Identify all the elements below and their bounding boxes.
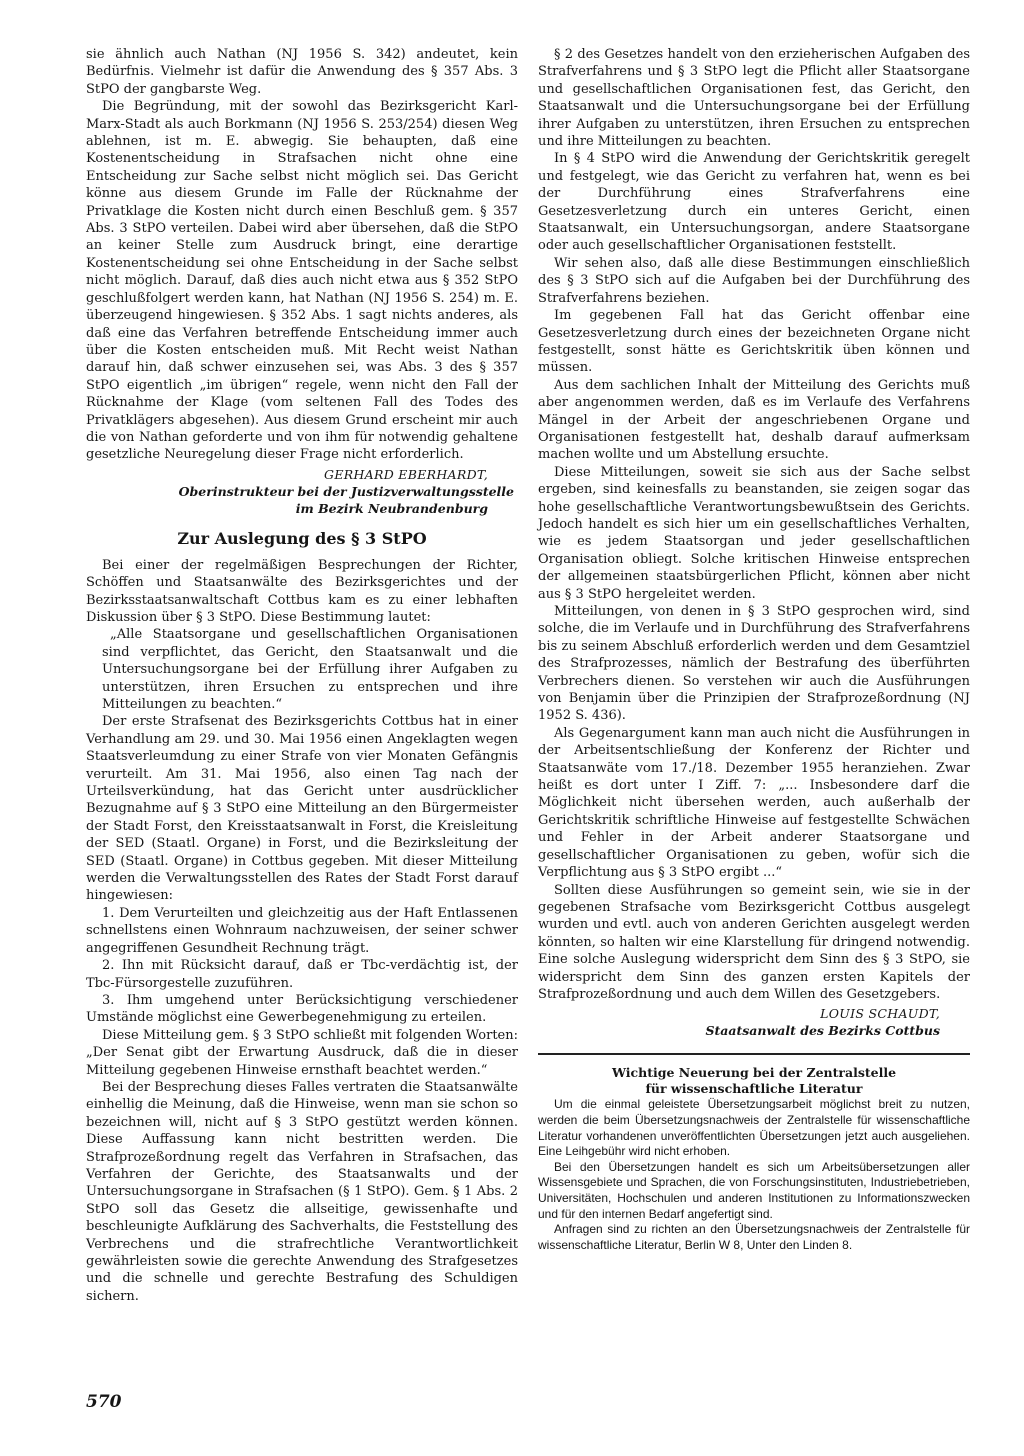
notice-paragraph: Bei den Übersetzungen handelt es sich um Arbeitsübersetzungen aller Wissensgebiete und Sprachen, die von Forschungsinstituten, Industriebetrieben, Universitäten, Hochschulen und anderen Institutionen zu Informationszwecken und für den internen Bedarf angefertigt sind. [538, 1159, 970, 1221]
list-item: 3. Ihm umgehend unter Berücksichtigung verschiedener Umstände möglichst eine Gewerbegenehmigung zu erteilen. [86, 992, 518, 1026]
body-paragraph: Diese Mitteilung gem. § 3 StPO schließt mit folgenden Worten: „Der Senat gibt der Erwartung Ausdruck, daß die in dieser Mitteilung gegebenen Hinweise ernsthaft beachtet werden.“ [86, 1027, 518, 1078]
author-name: GERHARD EBERHARDT, [324, 466, 488, 482]
notice-paragraph: Um die einmal geleistete Übersetzungsarbeit möglichst breit zu nutzen, werden die beim Übersetzungsnachweis der Zentralstelle für wissenschaftliche Literatur vorhandenen unveröffentlichten Übersetzungen jetzt auch ausgeliehen. Eine Leihgebühr wird nicht erhoben. [538, 1097, 970, 1159]
body-paragraph: Aus dem sachlichen Inhalt der Mitteilung des Gerichts muß aber angenommen werden, daß es im Verlaufe des Verfahrens Mängel in der Arbeit der angeschriebenen Organe und Organisationen festgestellt hat, deshalb darauf aufmerksam machen wollte und um Abstellung ersuchte. [538, 377, 970, 463]
body-paragraph: In § 4 StPO wird die Anwendung der Gerichtskritik geregelt und festgelegt, wie das Gericht zu verfahren hat, wenn es bei der Durchführung eines Strafverfahrens eine Gesetzesverletzung durch ein unteres Gericht, einen Staatsanwalt, ein Untersuchungsorgan, andere Staatsorgane oder auch gesellschaftlicher Organisationen feststellt. [538, 151, 970, 254]
author-role: Staatsanwalt des Bezirks Cottbus [705, 1023, 940, 1039]
statute-quote: „Alle Staatsorgane und gesellschaftlichen Organisationen sind verpflichtet, das Gericht, den Staatsanwalt und die Untersuchungsorgane bei der Erfüllung ihrer Aufgaben zu unterstützen, ihren Ersuchen zu entsprechen und ihre Mitteilungen zu beachten.“ [102, 627, 518, 712]
body-paragraph: sie ähnlich auch Nathan (NJ 1956 S. 342) andeutet, kein Bedürfnis. Vielmehr ist dafür die Anwendung des § 357 Abs. 3 StPO der gangbarste Weg. [86, 47, 518, 97]
body-paragraph: Mitteilungen, von denen in § 3 StPO gesprochen wird, sind solche, die im Verlaufe und in Durchführung des Strafverfahrens bis zu seinem Abschluß erforderlich werden und dem Gesamtziel des Strafprozesses, nämlich der Bestrafung des überführten Verbrechers dienen. So verstehen wir auch die Ausführungen von Benjamin über die Prinzipien der Strafprozeßordnung (NJ 1952 S. 436). [538, 604, 970, 724]
body-paragraph: Diese Mitteilungen, soweit sie sich aus der Sache selbst ergeben, sind keinesfalls zu beanstanden, sie zeigen sogar das hohe gesellschaftliche Verantwortungsbewußtsein des Gerichts. Jedoch handelt es sich hier um ein gesellschaftliches Verhalten, wie es jedem Staatsorgan und jeder gesellschaftlichen Organisation obliegt. Solche kritischen Hinweise entsprechen der allgemeinen staatsbürgerlichen Pflicht, können aber nicht aus § 3 StPO hergeleitet werden. [538, 464, 970, 602]
list-item: 1. Dem Verurteilten und gleichzeitig aus der Haft Entlassenen schnellstens einen Wohnraum nachzuweisen, der seiner schwer angegriffenen Gesundheit Rechnung trägt. [86, 905, 518, 956]
author-role: Oberinstrukteur bei der Justizverwaltungsstelle [178, 483, 514, 499]
author-role: im Bezirk Neubrandenburg [295, 500, 488, 516]
notice-title: Wichtige Neuerung bei der Zentralstelle [611, 1065, 897, 1081]
body-paragraph: Die Begründung, mit der sowohl das Bezirksgericht Karl-Marx-Stadt als auch Borkmann (NJ 1956 S. 253/254) diesen Weg ablehnen, ist m. E. abwegig. Sie behaupten, daß eine Kostenentscheidung in Strafsachen nicht ohne eine Entscheidung zur Sache selbst nicht möglich sei. Das Gericht könne aus diesem Grunde im Falle der Rücknahme der Privatklage die Kosten nicht durch einen Beschluß gem. § 357 Abs. 3 StPO verteilen. Dabei wird aber übersehen, daß die StPO an keiner Stelle zum Ausdruck bringt, eine derartige Kostenentscheidung sei ohne Entscheidung in der Sache selbst nicht möglich. Darauf, daß dies auch nicht etwa aus § 352 StPO geschlußfolgert werden kann, hat Nathan (NJ 1956 S. 254) m. E. überzeugend hingewiesen. § 352 Abs. 1 sagt nichts anderes, als daß eine das Verfahren betreffende Entscheidung immer auch über die Kosten entscheiden muß. Mit Recht weist Nathan darauf hin, daß schwer einzusehen sei, was Abs. 3 des § 357 StPO eigentlich „im übrigen“ regele, wenn nicht den Fall der Rücknahme der Klage (vom seltenen Fall des Todes des Privatklägers abgesehen). Aus diesem Grund erscheint mir auch die von Nathan geforderte und von ihm für notwendig gehaltene gesetzliche Neuregelung dieser Frage nicht erforderlich. [86, 99, 518, 463]
right-column [538, 46, 970, 1253]
body-paragraph: Als Gegenargument kann man auch nicht die Ausführungen in der Arbeitsentschließung der Konferenz der Richter und Staatsanwäte vom 17./18. Dezember 1955 heranziehen. Zwar heißt es dort unter I Ziff. 7: „... Insbesondere darf die Möglichkeit nicht übersehen werden, auch außerhalb der Gerichtskritik schriftliche Hinweise auf festgestellte Schwächen und Fehler in der Arbeit anderer Staatsorgane und gesellschaftlicher Organisationen zu geben, wofür sich die Verpflichtung aus § 3 StPO ergibt ...“ [538, 725, 970, 881]
page-number: 570 [86, 1392, 122, 1412]
author-name: LOUIS SCHAUDT, [820, 1006, 940, 1022]
body-paragraph: Bei einer der regelmäßigen Besprechungen der Richter, Schöffen und Staatsanwälte des Bezirksgerichtes und der Bezirksstaatsanwaltschaft Cottbus kam es zu einer lebhaften Diskussion über § 3 StPO. Diese Bestimmung lautet: [86, 557, 518, 625]
body-paragraph: Der erste Strafsenat des Bezirksgerichts Cottbus hat in einer Verhandlung am 29. und 30. Mai 1956 einen Angeklagten wegen Staatsverleumdung zu einer Strafe von vier Monaten Gefängnis verurteilt. Am 31. Mai 1956, also einen Tag nach der Urteilsverkündung, hat das Gericht unter ausdrücklicher Bezugnahme auf § 3 StPO eine Mitteilung an den Bürgermeister der Stadt Forst, den Kreisstaatsanwalt in Forst, die Kreisleitung der SED (Staatl. Organe) in Forst, und die Bezirksleitung der SED (Staatl. Organe) in Cottbus gegeben. Mit dieser Mitteilung werden die Verwaltungsstellen des Rates der Stadt Forst darauf hingewiesen: [86, 714, 518, 904]
body-paragraph: Wir sehen also, daß alle diese Bestimmungen einschließlich des § 3 StPO sich auf die Aufgaben bei der Durchführung des Strafverfahrens beziehen. [538, 255, 970, 306]
list-item: 2. Ihn mit Rücksicht darauf, daß er Tbc-verdächtig ist, der Tbc-Fürsorgestelle zuzuführen. [86, 958, 518, 991]
notice-paragraph: Anfragen sind zu richten an den Übersetzungsnachweis der Zentralstelle für wissenschaftliche Literatur, Berlin W 8, Unter den Linden 8. [538, 1222, 970, 1252]
notice-title: für wissenschaftliche Literatur [645, 1081, 863, 1097]
body-paragraph: Im gegebenen Fall hat das Gericht offenbar eine Gesetzesverletzung durch eines der bezeichneten Organe nicht festgestellt, sonst hätte es Gerichtskritik üben können und müssen. [538, 308, 970, 376]
left-column [86, 46, 518, 1305]
section-divider [538, 1053, 970, 1055]
article-heading: Zur Auslegung des § 3 StPO [177, 528, 427, 548]
body-paragraph: § 2 des Gesetzes handelt von den erzieherischen Aufgaben des Strafverfahrens und § 3 StPO legt die Pflicht aller Staatsorgane und gesellschaftlichen Organisationen fest, das Gericht, den Staatsanwalt und die Untersuchungsorgane bei der Erfüllung ihrer Aufgaben zu unterstützen, ihren Ersuchen zu entsprechen und ihre Mitteilungen zu beachten. [538, 47, 970, 150]
body-paragraph: Bei der Besprechung dieses Falles vertraten die Staatsanwälte einhellig die Meinung, daß die Hinweise, wenn man sie schon so bezeichnen will, nicht auf § 3 StPO gestützt werden können. Diese Auffassung kann nicht bestritten werden. Die Strafprozeßordnung regelt das Verfahren in Strafsachen, das Verfahren der Gerichte, des Staatsanwalts und der Untersuchungsorgane in Strafsachen (§ 1 StPO). Gem. § 1 Abs. 2 StPO soll das Gesetz die allseitige, gewissenhafte und beschleunigte Aufklärung des Sachverhalts, die Feststellung des Verbrechens und die strafrechtliche Verantwortlichkeit gewährleisten sowie die gerechte Anwendung des Strafgesetzes und die schnelle und gerechte Bestrafung des Schuldigen sichern. [86, 1079, 518, 1304]
body-paragraph: Sollten diese Ausführungen so gemeint sein, wie sie in der gegebenen Strafsache vom Bezirksgericht Cottbus ausgelegt wurden und evtl. auch von anderen Gerichten ausgelegt werden könnten, so halten wir eine Klarstellung für dringend notwendig. Eine solche Auslegung widerspricht dem Sinn des § 3 StPO, sie widerspricht dem Sinn des ganzen ersten Kapitels der Strafprozeßordnung und auch dem Willen des Gesetzgebers. [538, 882, 970, 1002]
notice-box [538, 1065, 970, 1253]
